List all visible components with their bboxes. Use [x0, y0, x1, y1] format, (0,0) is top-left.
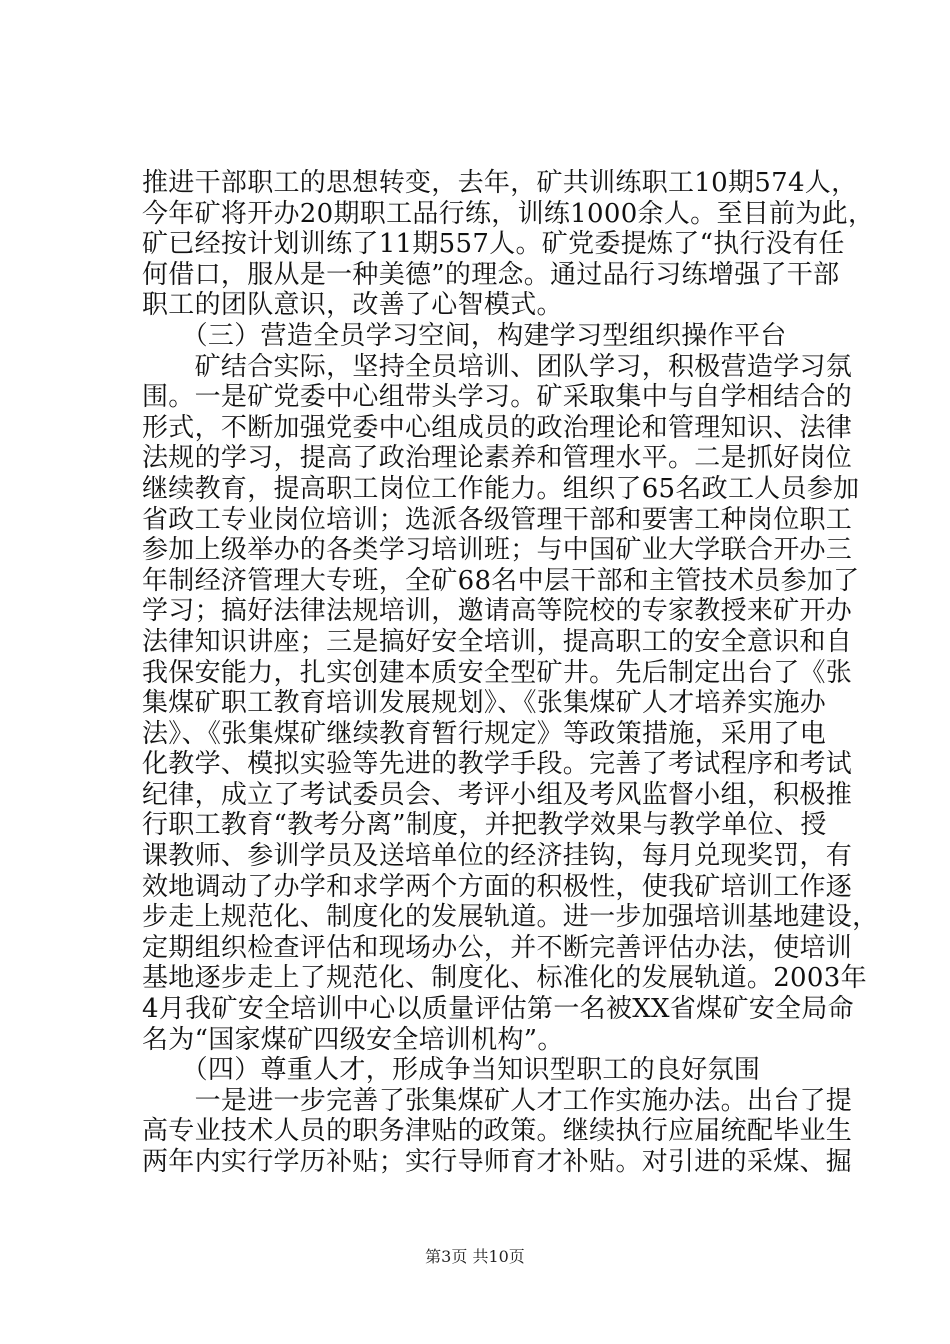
text-line: 形式，不断加强党委中心组成员的政治理论和管理知识、法律: [142, 412, 853, 443]
text-line: 年制经济管理大专班，全矿68名中层干部和主管技术员参加了: [142, 565, 860, 596]
text-line: 矿已经按计划训练了11期557人。矿党委提炼了“执行没有任: [142, 229, 845, 260]
text-line: 基地逐步走上了规范化、制度化、标准化的发展轨道。2003年: [142, 963, 867, 994]
text-line: 围。一是矿党委中心组带头学习。矿采取集中与自学相结合的: [142, 382, 853, 413]
text-line: 纪律，成立了考试委员会、考评小组及考风监督小组，积极推: [142, 779, 853, 810]
text-line: 两年内实行学历补贴；实行导师育才补贴。对引进的采煤、掘: [142, 1147, 853, 1177]
body-text: [142, 168, 879, 1178]
text-line: 效地调动了办学和求学两个方面的积极性，使我矿培训工作逐: [142, 871, 853, 902]
text-line: 定期组织检查评估和现场办公，并不断完善评估办法，使培训: [142, 932, 853, 963]
text-line: 行职工教育“教考分离”制度，并把教学效果与教学单位、授: [142, 810, 827, 841]
text-line: 高专业技术人员的职务津贴的政策。继续执行应届统配毕业生: [142, 1116, 853, 1147]
text-line: 推进干部职工的思想转变，去年，矿共训练职工10期574人，: [142, 168, 858, 198]
text-line: 课教师、参训学员及送培单位的经济挂钩，每月兑现奖罚，有: [142, 841, 853, 872]
text-line: 4月我矿安全培训中心以质量评估第一名被XX省煤矿安全局命: [142, 994, 854, 1025]
section-heading: （四）尊重人才，形成争当知识型职工的良好氛围: [142, 1055, 761, 1086]
text-line: 一是进一步完善了张集煤矿人才工作实施办法。出台了提: [142, 1085, 853, 1116]
text-line: 职工的团队意识，改善了心智模式。: [142, 290, 563, 321]
text-line: 省政工专业岗位培训；选派各级管理干部和要害工种岗位职工: [142, 504, 853, 535]
text-line: 参加上级举办的各类学习培训班；与中国矿业大学联合开办三: [142, 535, 853, 566]
text-line: 何借口，服从是一种美德”的理念。通过品行习练增强了干部: [142, 259, 840, 290]
text-line: 学习；搞好法律法规培训，邀请高等院校的专家教授来矿开办: [142, 596, 853, 627]
text-line: 法规的学习，提高了政治理论素养和管理水平。二是抓好岗位: [142, 443, 853, 474]
text-line: 步走上规范化、制度化的发展轨道。进一步加强培训基地建设，: [142, 902, 879, 933]
text-line: 名为“国家煤矿四级安全培训机构”。: [142, 1024, 564, 1055]
text-line: 今年矿将开办20期职工品行练，训练1000余人。至目前为此，: [142, 198, 875, 229]
text-line: 集煤矿职工教育培训发展规划》、《张集煤矿人才培养实施办: [142, 688, 827, 719]
text-line: 化教学、模拟实验等先进的教学手段。完善了考试程序和考试: [142, 749, 853, 780]
text-line: 法》、《张集煤矿继续教育暂行规定》等政策措施，采用了电: [142, 718, 827, 749]
section-heading: （三）营造全员学习空间，构建学习型组织操作平台: [142, 320, 787, 351]
text-line: 继续教育，提高职工岗位工作能力。组织了65名政工人员参加: [142, 473, 860, 504]
text-line: 矿结合实际，坚持全员培训、团队学习，积极营造学习氛: [142, 351, 853, 382]
page-number-footer: 第3页 共10页: [425, 1247, 525, 1266]
text-line: 我保安能力，扎实创建本质安全型矿井。先后制定出台了《张: [142, 657, 853, 688]
text-line: 法律知识讲座；三是搞好安全培训，提高职工的安全意识和自: [142, 626, 853, 657]
